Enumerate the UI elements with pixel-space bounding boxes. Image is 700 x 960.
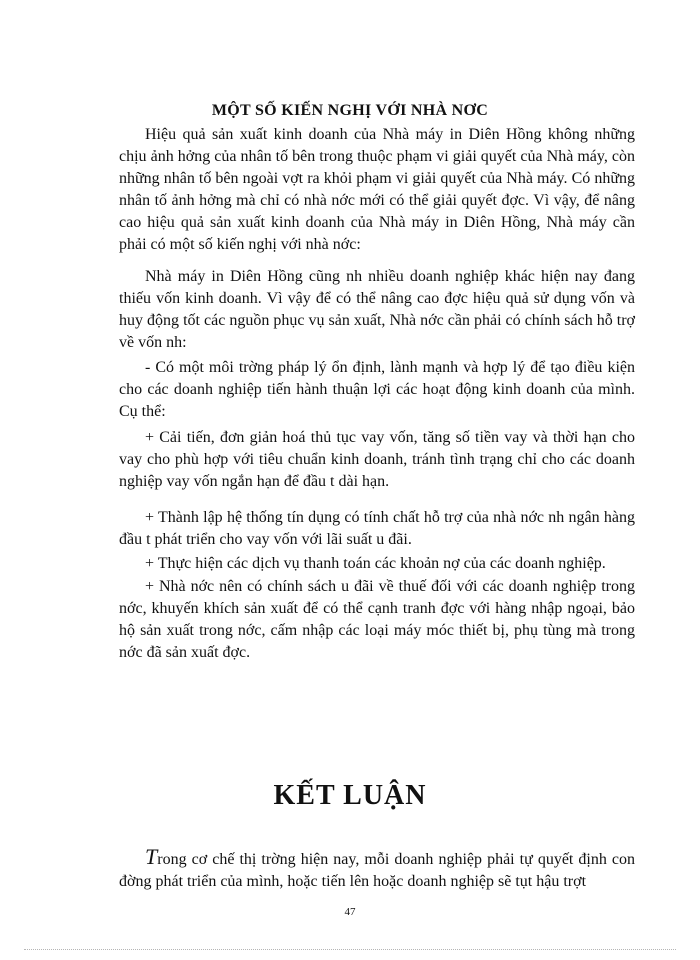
body-paragraph <box>119 266 635 354</box>
bottom-divider <box>24 949 676 950</box>
drop-cap: T <box>145 844 158 869</box>
conclusion-paragraph <box>119 846 635 893</box>
conclusion-title: KẾT LUẬN <box>273 780 427 811</box>
paragraph-text: Nhà máy in Diên Hồng cũng nh nhiều doanh nghiệp khác hiện nay đang thiếu vốn kinh doanh. Vì vậy để có thể nâng cao đợc hiệu quả sử dụng vốn và huy động tốt các nguồn phục vụ sản xuất, Nhà nớc cần phải có chính sách hỗ trợ về vốn nh: <box>119 268 635 351</box>
body-paragraph <box>119 427 635 493</box>
paragraph-text: Hiệu quả sản xuất kinh doanh của Nhà máy in Diên Hồng không những chịu ảnh hởng của nhân tố bên trong thuộc phạm vi giải quyết của Nhà máy, còn những nhân tố bên ngoài vợt ra khỏi phạm vi giải quyết của Nhà máy. Có những nhân tố ảnh hởng mà chỉ có nhà nớc mới có thể giải quyết đợc. Vì vậy, để nâng cao hiệu quả sản xuất kinh doanh của Nhà máy in Diên Hồng, Nhà máy cần phải có một số kiến nghị với nhà nớc: <box>119 126 635 253</box>
section-title: MỘT SỐ KIẾN NGHỊ VỚI NHÀ NƠC <box>211 102 489 119</box>
paragraph-text: + Thực hiện các dịch vụ thanh toán các khoản nợ của các doanh nghiệp. <box>145 555 606 572</box>
body-paragraph <box>119 357 635 423</box>
paragraph-text: + Nhà nớc nên có chính sách u đãi về thuế đối với các doanh nghiệp trong nớc, khuyến khích sản xuất để có thể cạnh tranh đợc với hàng nhập ngoại, bảo hộ sản xuất trong nớc, cấm nhập các loại máy móc thiết bị, phụ tùng mà trong nớc đã sản xuất đợc. <box>119 578 635 661</box>
body-paragraph <box>119 553 635 575</box>
paragraph-text: + Cải tiến, đơn giản hoá thủ tục vay vốn, tăng số tiền vay và thời hạn cho vay cho phù hợp với tiêu chuẩn kinh doanh, tránh tình trạng chỉ cho các doanh nghiệp vay vốn ngắn hạn để đầu t dài hạn. <box>119 429 635 490</box>
body-paragraph <box>119 507 635 551</box>
paragraph-text: - Có một môi trờng pháp lý ổn định, lành mạnh và hợp lý để tạo điều kiện cho các doanh nghiệp tiến hành thuận lợi các hoạt động kinh doanh của mình. Cụ thể: <box>119 359 635 420</box>
body-paragraph <box>119 576 635 664</box>
paragraph-text: rong cơ chế thị trờng hiện nay, mỗi doanh nghiệp phải tự quyết định con đờng phát triển của mình, hoặc tiến lên hoặc doanh nghiệp sẽ tụt hậu trợt <box>119 851 635 890</box>
paragraph-text: + Thành lập hệ thống tín dụng có tính chất hỗ trợ của nhà nớc nh ngân hàng đầu t phát triển cho vay vốn với lãi suất u đãi. <box>119 509 635 548</box>
body-paragraph <box>119 124 635 256</box>
page-number: 47 <box>344 906 356 918</box>
